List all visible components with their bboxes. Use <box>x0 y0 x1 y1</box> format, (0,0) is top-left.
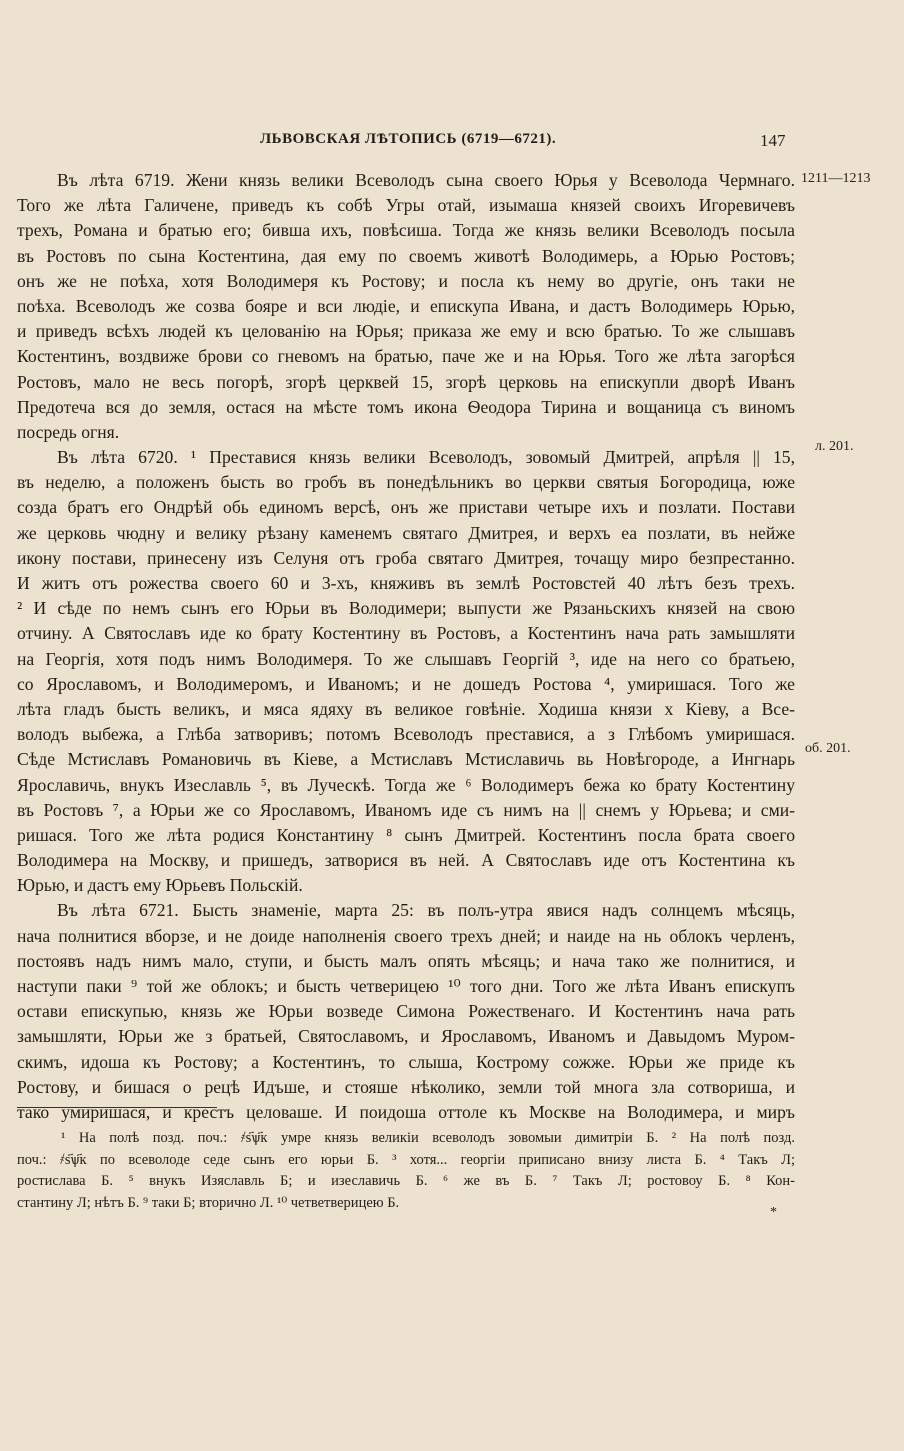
text-line: ришася. Того же лѣта родися Константину ⁸ сынъ Дмитрей. Костентинъ посла брата своего <box>17 824 795 845</box>
text-line: и приведъ всѣхъ людей къ целованію на Юрья; приказа же ему и всю братью. То же слышавъ <box>17 321 795 342</box>
page-number: 147 <box>760 131 786 150</box>
text-line: И житъ отъ рожества своего 60 и 3-хъ, княживъ въ землѣ Ростовстей 40 лѣтъ безъ трехъ. <box>17 573 795 593</box>
text-line: Того же лѣта Галичене, приведъ къ собѣ Угры отай, изымаша князей своихъ Игоревичевъ <box>17 195 795 216</box>
text-line: скимъ, идоша къ Ростову; а Костентинъ, то слыша, Кострому сожже. Юрьи же приде къ <box>17 1051 795 1072</box>
text-line: Володимера на Москву, и пришедъ, затворися въ ней. А Святославъ иде отъ Костентина къ <box>17 850 795 871</box>
text-line: въ Ростовъ ⁷, а Юрьи же со Ярославомъ, Иваномъ иде съ нимъ на || снемъ у Юрьева; и сми- <box>17 799 795 820</box>
text-line: икону постави, принесену изъ Селуня отъ гроба святаго Дмитрея, точащу миро безпрестанно. <box>17 547 795 568</box>
footnotes <box>17 1128 795 1214</box>
text-line: Въ лѣта 6721. Бысть знаменіе, марта 25: въ полъ-утра явися надъ солнцемъ мѣсяць, <box>57 900 795 921</box>
margin-note-verso: об. 201. <box>805 741 851 756</box>
text-line: въ неделю, а положенъ бысть во гробъ въ понедѣльникъ во церкви святыя Богородица, юже <box>17 472 795 493</box>
text-line: посредь огня. <box>17 421 120 442</box>
text-line: трехъ, Романа и братью его; бивша ихъ, повѣсиша. Тогда же князь велики Всеволодъ посыла <box>17 220 795 241</box>
footnote-line: ростислава Б. ⁵ внукъ Изяславль Б; и изеславичь Б. ⁶ же въ Б. ⁷ Такъ Л; ростовоу Б. ⁸ Кон- <box>17 1173 795 1189</box>
text-line: отчину. А Святославъ иде ко брату Костентину въ Ростовъ, а Костентинъ нача рать замышляти <box>17 623 795 644</box>
text-line: володъ выбежа, а Глѣба затворивъ; потомъ Всеволодъ преставися, а з Глѣбомъ умиришася. <box>17 724 795 745</box>
text-line: въ Ростовъ по сына Костентина, дая ему по своемъ животѣ Володимерь, а Юрью Ростовъ; <box>17 245 795 266</box>
margin-note-years: 1211—1213 <box>801 171 871 186</box>
text-line: ² И сѣде по немъ сынъ его Юрьи въ Володимери; выпусти же Рязаньскихъ князей на свою <box>17 598 795 619</box>
footnote-line: стантину Л; нѣтъ Б. ⁹ таки Б; вторично Л. ¹⁰ четветверицею Б. <box>17 1194 400 1211</box>
text-line: остави епискупью, князь же Юрьи возведе Симона Рожественаго. И Костентинъ нача рать <box>17 1001 795 1022</box>
margin-note-leaf: л. 201. <box>815 439 854 454</box>
text-line: Предотеча вся до земля, остася на мѣсте томъ икона Ѳеодора Тирина и вощаница съ виномъ <box>17 396 795 417</box>
text-line: созда братъ его Ондрѣй обь единомъ версѣ, онъ же пристави четыре ихъ и позлати. Постави <box>17 497 795 518</box>
text-line: Костентинъ, воздвиже брови со гневомъ на братью, паче же и на Юрья. Того же лѣта загорѣся <box>17 346 795 367</box>
footnote-divider <box>17 1107 217 1108</box>
text-line: на Георгія, хотя подъ нимъ Володимеря. То же слышавъ Георгій ³, иде на него со братьею, <box>17 648 795 669</box>
text-line: замышляти, Юрьи же з братьей, Святославомъ, и Ярославомъ, Иваномъ и Давыдомъ Муром- <box>17 1026 795 1047</box>
text-line: тако умиришася, и крестъ целоваше. И поидоша оттоле къ Москве на Володимера, и миръ <box>17 1101 795 1122</box>
text-line: наступи паки ⁹ той же облокъ; и бысть четверицею ¹⁰ того дни. Того же лѣта Иванъ епискупъ <box>17 976 795 996</box>
footnote-line: поч.: ҂ѕ҃ѱ҃к по всеволоде седе сынъ его юрьи Б. ³ хотя... георгіи приписано внизу листа Б. ⁴ Такъ Л; <box>17 1151 795 1168</box>
text-line: онъ же не поѣха, хотя Володимеря къ Ростову; и посла къ нему во другіе, онъ таки не <box>17 270 795 291</box>
text-line: Ростовъ, мало не весь погорѣ, згорѣ церквей 15, згорѣ церковь на епискупли дворѣ Иванъ <box>17 371 795 392</box>
text-line: поѣха. Всеволодъ же созва бояре и вси людіе, и епискупа Ивана, и дастъ Володимерь Юрью, <box>17 295 795 316</box>
text-line: Ярославичь, внукъ Изеславль ⁵, въ Луческѣ. Тогда же ⁶ Володимеръ бежа ко брату Костентину <box>17 774 795 795</box>
footnote-line: ¹ На полѣ позд. поч.: ҂ѕ҃ѱ҃к умре князь великіи всеволодъ зовомыи димитріи Б. ² На полѣ позд. <box>61 1130 795 1146</box>
text-line: постоявъ надъ нимъ мало, ступи, и бысть малъ опять мѣсяць; и нача тако же полнитися, и <box>17 950 795 971</box>
text-line: Въ лѣта 6719. Жени князь велики Всеволодъ сына своего Юрья у Всеволода Чермнаго. <box>57 170 795 190</box>
text-line: Сѣде Мстиславъ Романовичь въ Кіеве, а Мстиславъ Мстиславичь вь Новѣгороде, а Ингнарь <box>17 749 795 770</box>
main-text <box>17 168 795 1125</box>
text-line: лѣта гладъ бысть великъ, и мяса ядяху въ великое говѣніе. Ходиша князи х Кіеву, а Все- <box>17 698 795 719</box>
text-line: нача полнитися вборзе, и не доиде наполненія своего трехъ дней; и наиде на нь облокъ черленъ, <box>17 925 795 946</box>
text-line: Ростову, и бишася о рецѣ Идъше, и стояше нѣколико, земли той многа зла сотвориша, и <box>17 1076 795 1097</box>
text-line: же церковь чюдну и велику рѣзану каменемъ святаго Дмитрея, и верхъ еа позлати, въ нейже <box>17 522 795 543</box>
text-line: Въ лѣта 6720. ¹ Преставися князь велики Всеволодъ, зовомый Дмитрей, апрѣля || 15, <box>57 447 795 468</box>
text-line: со Ярославомъ, и Володимеромъ, и Иваномъ; и не дошедъ Ростова ⁴, умиришася. Того же <box>17 673 795 694</box>
running-header <box>0 131 904 155</box>
end-mark: * <box>770 1205 777 1220</box>
text-line: Юрью, и дастъ ему Юрьевъ Польскій. <box>17 875 303 896</box>
page-header-title: ЛЬВОВСКАЯ ЛѢТОПИСЬ (6719—6721). <box>260 131 557 147</box>
